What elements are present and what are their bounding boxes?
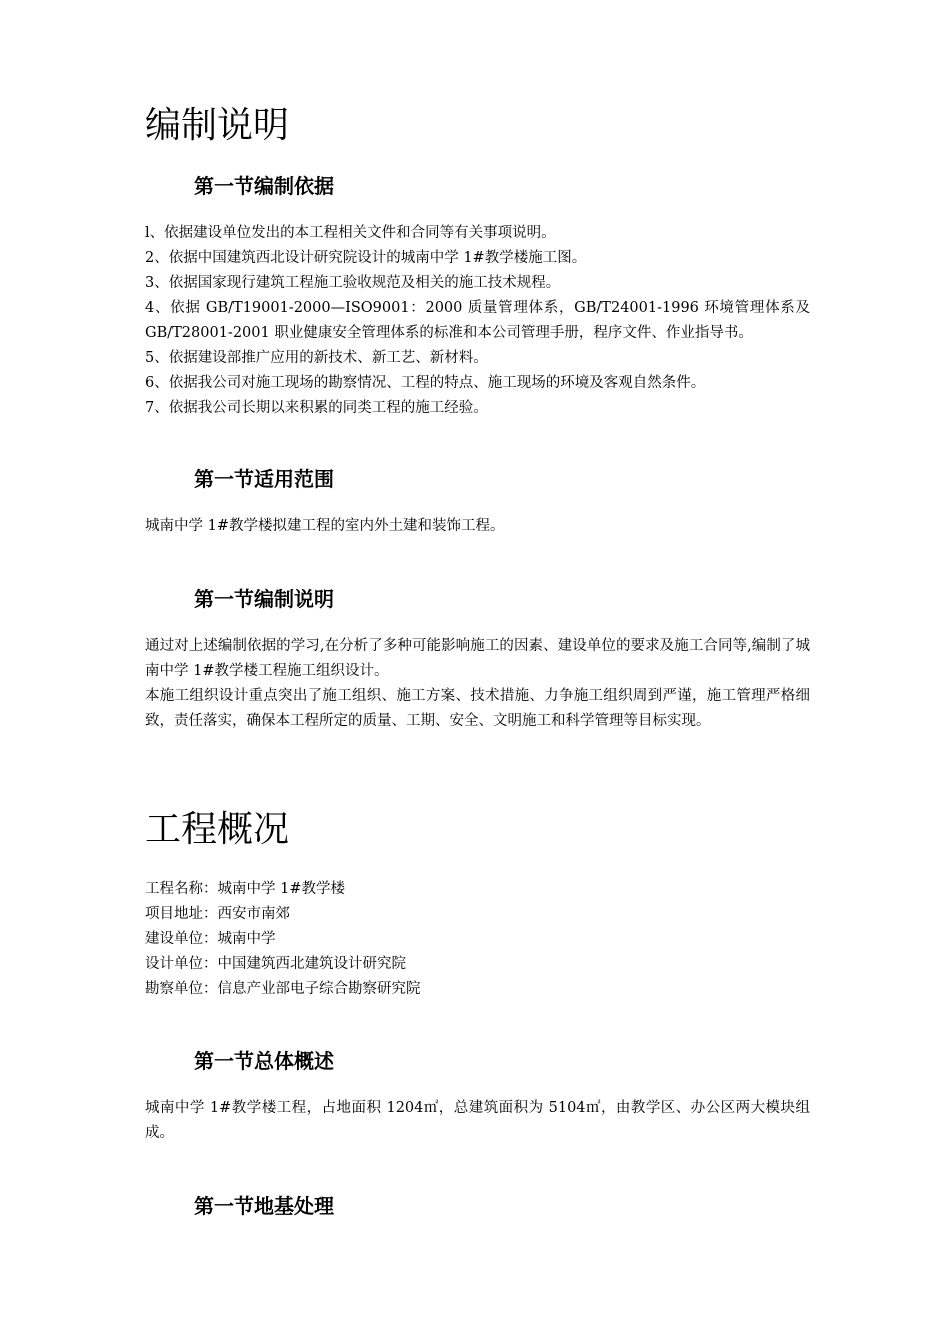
heading-explanation: 第一节编制说明 [194,587,334,611]
basis-item: 3、依据国家现行建筑工程施工验收规范及相关的施工技术规程。 [145,275,561,291]
general-overview-paragraph: 城南中学 1#教学楼工程，占地面积 1204㎡，总建筑面积为 5104㎡，由教学区、办公区两大模块组成。 [145,1100,810,1141]
explanation-paragraph: 本施工组织设计重点突出了施工组织、施工方案、技术措施、力争施工组织周到严谨，施工管理严格细致，责任落实，确保本工程所定的质量、工期、安全、文明施工和科学管理等目标实现。 [145,688,810,729]
basis-item: 2、依据中国建筑西北设计研究院设计的城南中学 1#教学楼施工图。 [145,250,587,266]
basis-item: l、依据建设单位发出的本工程相关文件和合同等有关事项说明。 [145,225,556,241]
section-title-compilation: 编制说明 [145,105,290,146]
section-title-overview: 工程概况 [145,809,290,850]
scope-paragraph: 城南中学 1#教学楼拟建工程的室内外土建和装饰工程。 [145,518,505,534]
heading-foundation: 第一节地基处理 [194,1194,334,1218]
project-info-item: 项目地址：西安市南郊 [145,906,290,922]
basis-item: 4、依据 GB/T19001-2000—ISO9001：2000 质量管理体系，GB/T24001-1996 环境管理体系及 GB/T28001-2001 职业健康安全管理体系的标准和本公司管理手册，程序文件、作业指导书。 [145,300,810,341]
general-overview-text [145,1096,810,1146]
project-info-list [145,877,810,1002]
heading-scope: 第一节适用范围 [194,467,334,491]
basis-item: 5、依据建设部推广应用的新技术、新工艺、新材料。 [145,350,488,366]
project-info-item: 工程名称：城南中学 1#教学楼 [145,881,345,897]
heading-general-overview: 第一节总体概述 [194,1049,334,1073]
basis-item: 7、依据我公司长期以来积累的同类工程的施工经验。 [145,400,488,416]
basis-list [145,221,810,421]
heading-compilation-basis: 第一节编制依据 [194,174,334,198]
explanation-paragraph: 通过对上述编制依据的学习,在分析了多种可能影响施工的因素、建设单位的要求及施工合同等,编制了城南中学 1#教学楼工程施工组织设计。 [145,638,810,679]
basis-item: 6、依据我公司对施工现场的勘察情况、工程的特点、施工现场的环境及客观自然条件。 [145,375,706,391]
project-info-item: 勘察单位：信息产业部电子综合勘察研究院 [145,981,421,997]
project-info-item: 建设单位：城南中学 [145,931,276,947]
scope-text [145,514,810,539]
project-info-item: 设计单位：中国建筑西北建筑设计研究院 [145,956,406,972]
explanation-text [145,634,810,734]
